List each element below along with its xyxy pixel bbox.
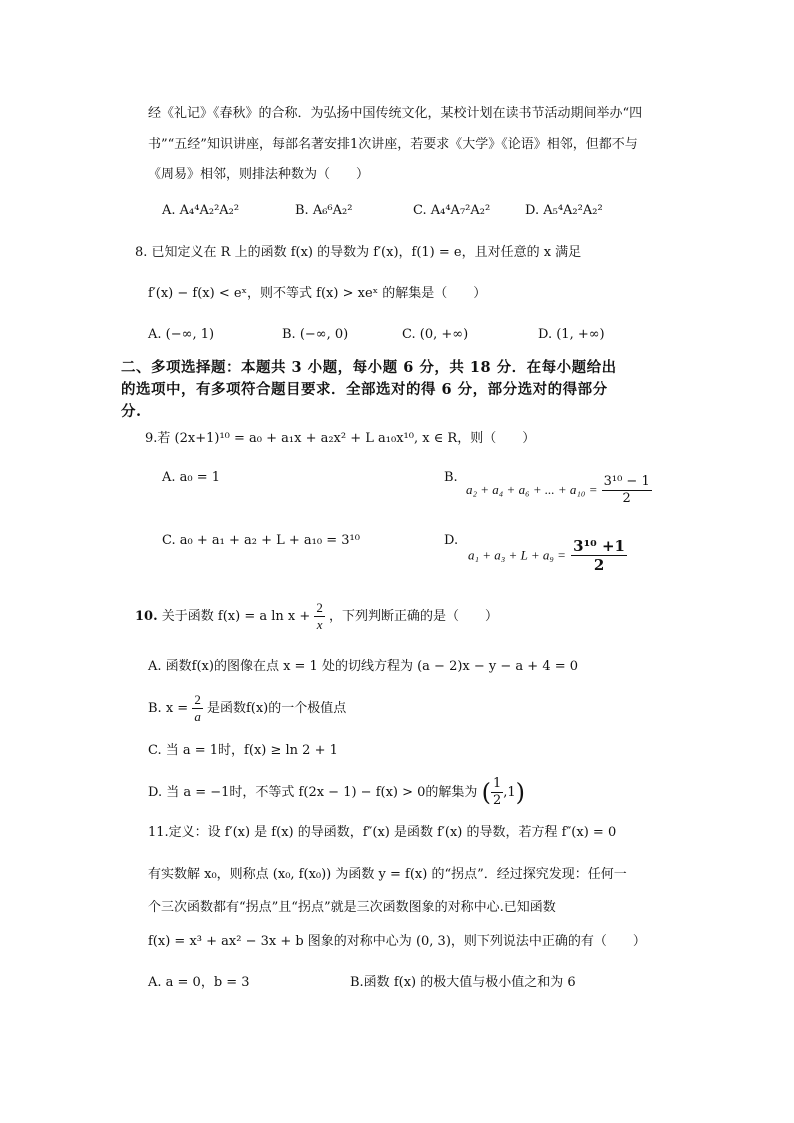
q10-stem <box>135 600 498 633</box>
q9-option-d-denominator: 2 <box>593 556 605 574</box>
q10-option-d-fraction <box>491 776 503 809</box>
q9-option-d-expression <box>468 537 627 574</box>
q11-line-2: 有实数解 x₀，则称点 (x₀, f(x₀)) 为函数 y = f(x) 的“拐点”．经过探究发现：任何一 <box>148 867 627 882</box>
q10-option-d-a: D. 当 a = −1时，不等式 f(2x − 1) − f(x) > 0的解集为 <box>148 785 478 800</box>
section-2-heading-line-3: 分. <box>121 403 142 420</box>
q7-option-d: D. A₅⁴A₂²A₂² <box>525 203 603 218</box>
q11-option-a: A. a = 0，b = 3 <box>148 975 250 990</box>
q7-line-1: 经《礼记》《春秋》的合称．为弘扬中国传统文化，某校计划在读书节活动期间举办“四 <box>148 106 643 121</box>
q9-option-b-fraction <box>602 474 652 507</box>
q8-option-d: D. (1, +∞) <box>538 327 605 342</box>
q10-option-a: A. 函数f(x)的图像在点 x = 1 处的切线方程为 (a − 2)x − y − a + 4 = 0 <box>148 659 579 674</box>
q11-option-b: B.函数 f(x) 的极大值与极小值之和为 6 <box>350 975 576 990</box>
q10-option-b-fraction <box>192 692 203 725</box>
q9-option-b-numerator: 3¹⁰ − 1 <box>603 474 650 489</box>
q9-option-b-expression <box>466 474 652 507</box>
q10-option-b-b: 是函数f(x)的一个极值点 <box>206 701 347 716</box>
q9-option-a: A. a₀ = 1 <box>162 470 221 485</box>
q11-line-4: f(x) = x³ + ax² − 3x + b 图象的对称中心为 (0, 3)，则下列说法中正确的有（ ） <box>148 934 646 949</box>
section-2-heading-line-2: 的选项中，有多项符合题目要求．全部选对的得 6 分，部分选对的得部分 <box>121 381 608 398</box>
q10-option-d-b: ,1 <box>503 785 516 800</box>
q8-option-b: B. (−∞, 0) <box>282 327 349 342</box>
q10-option-b-denominator: a <box>194 709 201 724</box>
q7-option-b: B. A₆⁶A₂² <box>295 203 353 218</box>
q10-option-d: D. 当 a = −1时，不等式 f(2x − 1) − f(x) > 0的解集为 ( $\frac{1}{2}$ ,1) <box>148 776 525 808</box>
q10-option-d-numerator: 1 <box>492 776 502 791</box>
q9-option-b-lhs: a₂ + a₄ + a₆ + ... + a₁₀ = <box>466 482 598 497</box>
q10-stem-fraction <box>314 600 325 633</box>
q10-option-b <box>148 692 346 725</box>
q10-stem-b: ，下列判断正确的是（ ） <box>329 609 499 624</box>
section-2-heading-line-1: 二、多项选择题：本题共 3 小题，每小题 6 分，共 18 分．在每小题给出 <box>121 359 617 376</box>
q9-stem: 9.若 (2x+1)¹⁰ = a₀ + a₁x + a₂x² + L a₁₀x¹⁰, x ∈ R，则（ ） <box>145 431 536 446</box>
q10-number: 10. <box>135 609 158 624</box>
q8-line-2: f′(x) − f(x) < eˣ，则不等式 f(x) > xeˣ 的解集是（ ） <box>148 286 487 301</box>
q9-option-d-label: D. <box>444 533 459 548</box>
q9-option-b-label: B. <box>444 470 458 485</box>
q9-option-c: C. a₀ + a₁ + a₂ + L + a₁₀ = 3¹⁰ <box>162 533 360 548</box>
q8-option-a: A. (−∞, 1) <box>148 327 215 342</box>
q10-stem-a: 关于函数 f(x) = a ln x + <box>161 609 311 624</box>
q7-line-2: 书”“五经”知识讲座，每部名著安排1次讲座，若要求《大学》《论语》相邻，但都不与 <box>148 137 638 152</box>
q8-line-1: 8. 已知定义在 R 上的函数 f(x) 的导数为 f′(x)，f(1) = e，且对任意的 x 满足 <box>135 245 582 260</box>
q10-option-d-denominator: 2 <box>492 793 502 808</box>
q9-option-d-fraction <box>571 537 627 574</box>
q10-stem-numerator: 2 <box>316 600 323 615</box>
q9-option-d-lhs: a₁ + a₃ + L + a₉ = <box>468 547 566 563</box>
q7-option-c: C. A₄⁴A₇²A₂² <box>413 203 491 218</box>
q9-option-b-denominator: 2 <box>622 491 631 506</box>
q10-option-c: C. 当 a = 1时，f(x) ≥ ln 2 + 1 <box>148 743 338 758</box>
q11-line-3: 个三次函数都有“拐点”且“拐点”就是三次函数图象的对称中心.已知函数 <box>148 900 556 915</box>
q7-line-3: 《周易》相邻，则排法种数为（ ） <box>148 167 370 182</box>
q10-stem-denominator: x <box>316 617 323 632</box>
q10-option-b-numerator: 2 <box>194 692 201 707</box>
q9-option-d-numerator: 3¹⁰ +1 <box>573 537 625 555</box>
q11-line-1: 11.定义：设 f′(x) 是 f(x) 的导函数，f″(x) 是函数 f′(x) 的导数，若方程 f″(x) = 0 <box>148 825 617 840</box>
q10-option-b-a: B. x = <box>148 701 189 716</box>
q7-option-a: A. A₄⁴A₂²A₂² <box>162 203 240 218</box>
q8-option-c: C. (0, +∞) <box>402 327 469 342</box>
